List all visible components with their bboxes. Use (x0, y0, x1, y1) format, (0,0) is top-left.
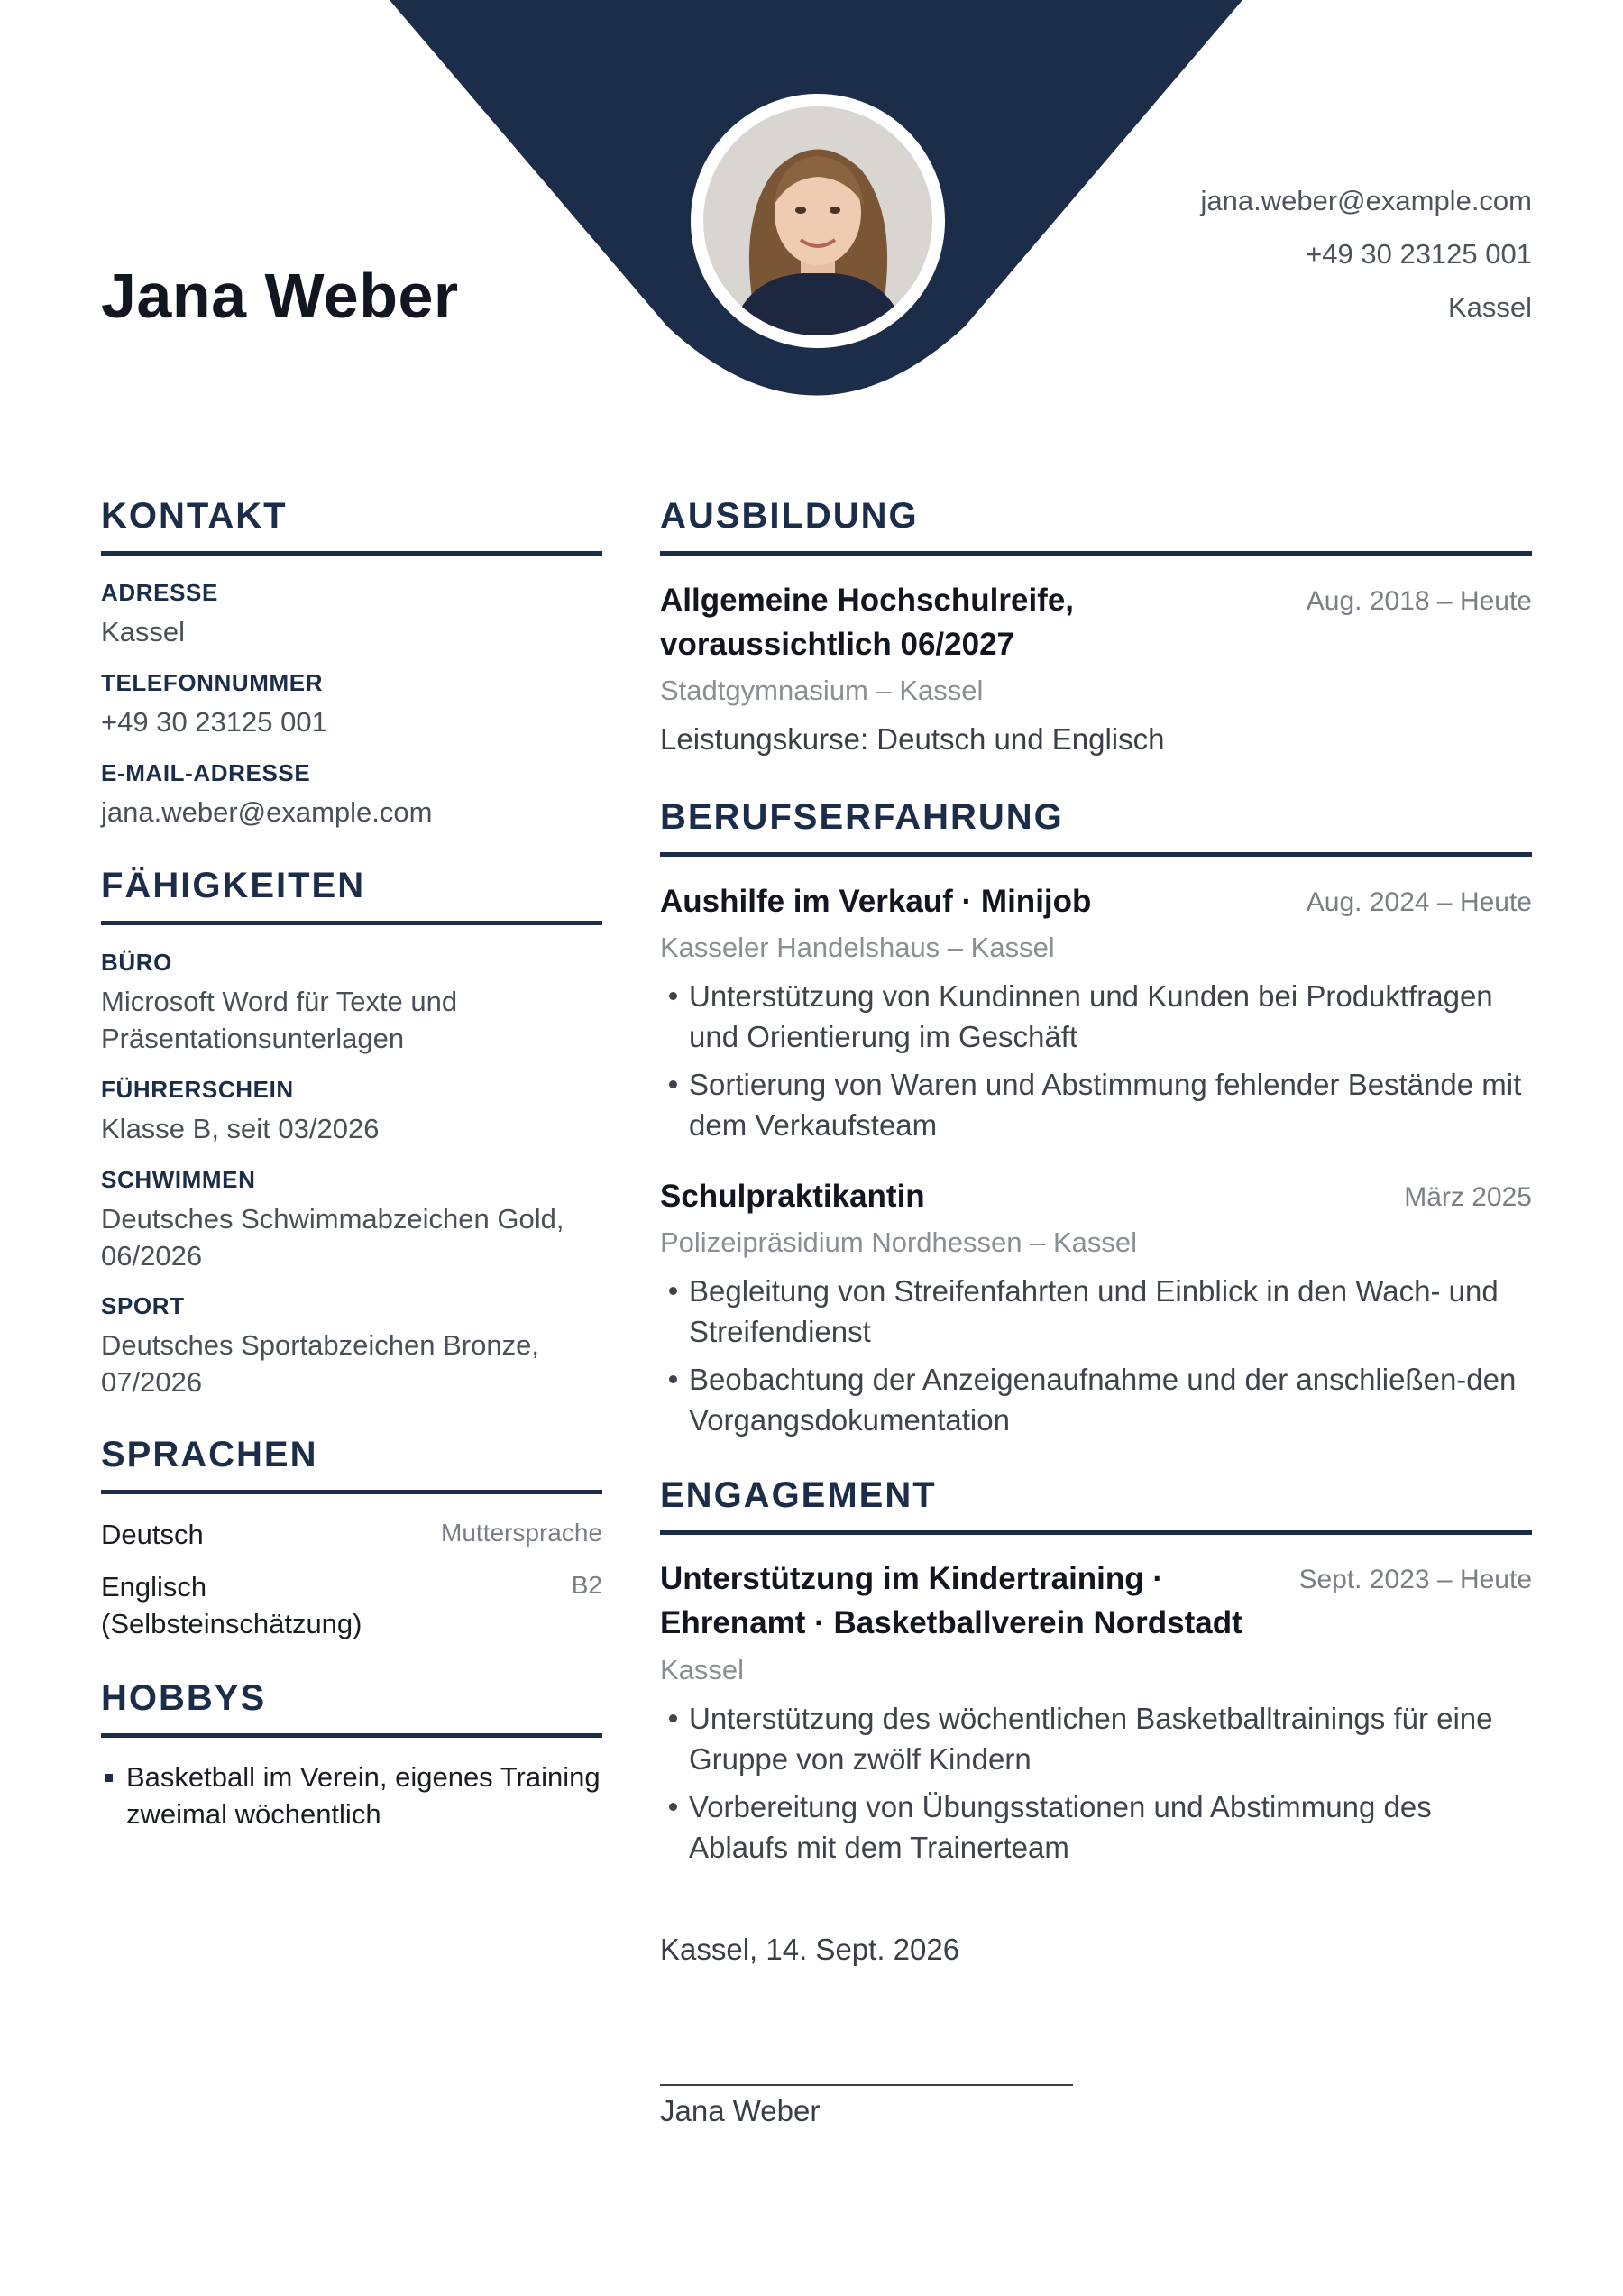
section-divider (101, 551, 602, 556)
phone-label: TELEFONNUMMER (101, 669, 324, 696)
skill-label: BÜRO (101, 949, 172, 976)
engagement-date: Sept. 2023 – Heute (1298, 1565, 1532, 1594)
header-city: Kassel (1447, 291, 1532, 323)
skill-value: Microsoft Word für Texte und Präsentationsunterlagen (101, 986, 458, 1054)
skill-value: Deutsches Sportabzeichen Bronze, 07/2026 (101, 1329, 539, 1398)
section-title-kontakt: KONTAKT (101, 496, 288, 536)
education-date: Aug. 2018 – Heute (1306, 586, 1532, 616)
place-and-date: Kassel, 14. Sept. 2026 (660, 1933, 960, 1966)
section-title-engagement: ENGAGEMENT (660, 1475, 937, 1515)
address-value: Kassel (101, 616, 186, 647)
section-title-education: AUSBILDUNG (660, 496, 919, 536)
experience-bullet: Unterstützung von Kundinnen und Kunden bei Produktfragen und Orientierung im Geschäft (660, 976, 1535, 1057)
skill-value: Klasse B, seit 03/2026 (101, 1113, 380, 1144)
experience-title: Aushilfe im Verkauf · Minijob (660, 884, 1092, 919)
engagement-bullet: Unterstützung des wöchentlichen Basketballtrainings für eine Gruppe von zwölf Kindern (660, 1698, 1535, 1779)
experience-employer: Kasseler Handelshaus – Kassel (660, 932, 1055, 963)
experience-bullet: Sortierung von Waren und Abstimmung fehlender Bestände mit dem Verkaufsteam (660, 1064, 1535, 1145)
signature-line (660, 2084, 1073, 2086)
section-divider (101, 1733, 602, 1738)
header-email[interactable]: jana.weber@example.com (1200, 185, 1532, 216)
experience-employer: Polizeipräsidium Nordhessen – Kassel (660, 1226, 1137, 1258)
skill-label: FÜHRERSCHEIN (101, 1076, 294, 1103)
skill-label: SPORT (101, 1292, 185, 1319)
language-level: Muttersprache (441, 1519, 602, 1547)
education-detail: Leistungskurse: Deutsch und Englisch (660, 722, 1165, 756)
email-value[interactable]: jana.weber@example.com (101, 796, 433, 828)
education-institution: Stadtgymnasium – Kassel (660, 675, 984, 706)
engagement-title-line1: Unterstützung im Kindertraining · (660, 1561, 1164, 1596)
section-divider (101, 1490, 602, 1494)
profile-photo (691, 94, 945, 348)
header-phone[interactable]: +49 30 23125 001 (1306, 238, 1532, 270)
section-title-skills: FÄHIGKEITEN (101, 866, 366, 905)
education-title-line1: Allgemeine Hochschulreife, (660, 583, 1075, 618)
experience-date: März 2025 (1404, 1182, 1532, 1212)
section-divider (660, 852, 1532, 857)
skill-label: SCHWIMMEN (101, 1166, 256, 1193)
engagement-location: Kassel (660, 1654, 745, 1685)
hobby-item: Basketball im Verein, eigenes Training zweimal wöchentlich (101, 1759, 615, 1832)
section-divider (660, 551, 1532, 556)
section-divider (660, 1530, 1532, 1535)
section-title-languages: SPRACHEN (101, 1435, 318, 1474)
address-label: ADRESSE (101, 579, 218, 606)
education-title-line2: voraussichtlich 06/2027 (660, 627, 1014, 662)
candidate-name: Jana Weber (101, 261, 459, 331)
section-title-experience: BERUFSERFAHRUNG (660, 797, 1064, 837)
language-name: Deutsch (101, 1519, 204, 1550)
language-name: Englisch (Selbsteinschätzung) (101, 1571, 362, 1639)
skill-value: Deutsches Schwimmabzeichen Gold, 06/2026 (101, 1203, 564, 1272)
phone-value[interactable]: +49 30 23125 001 (101, 706, 327, 738)
experience-title: Schulpraktikantin (660, 1179, 925, 1214)
engagement-bullet: Vorbereitung von Übungsstationen und Abstimmung des Ablaufs mit dem Trainerteam (660, 1786, 1535, 1868)
signature-name: Jana Weber (660, 2094, 821, 2127)
language-level: B2 (571, 1571, 602, 1599)
experience-date: Aug. 2024 – Heute (1306, 887, 1532, 917)
engagement-title-line2: Ehrenamt · Basketballverein Nordstadt (660, 1605, 1242, 1640)
section-divider (101, 921, 602, 925)
section-title-hobbies: HOBBYS (101, 1678, 267, 1718)
experience-bullet: Beobachtung der Anzeigenaufnahme und der anschließen-den Vorgangsdokumentation (660, 1359, 1535, 1440)
email-label: E-MAIL-ADRESSE (101, 759, 311, 786)
experience-bullet: Begleitung von Streifenfahrten und Einblick in den Wach- und Streifendienst (660, 1271, 1535, 1352)
